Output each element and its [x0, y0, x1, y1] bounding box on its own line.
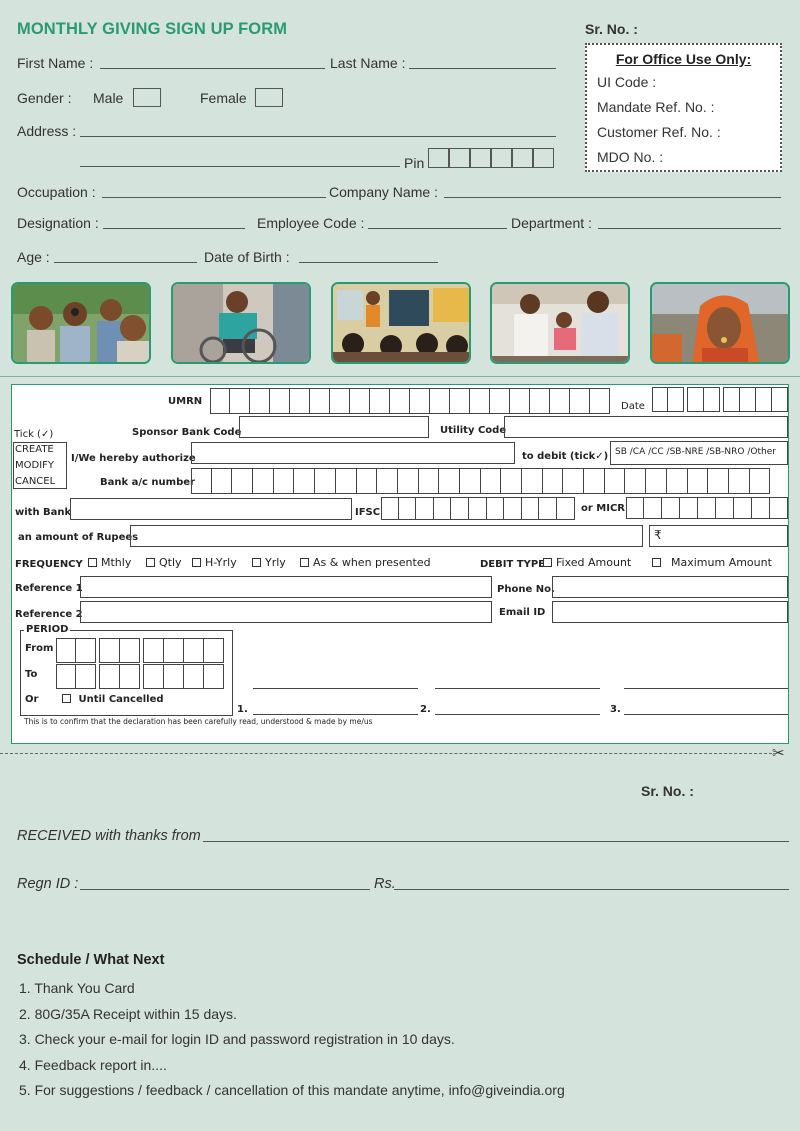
female-label: Female	[200, 90, 247, 106]
signature-3-number: 3.	[610, 704, 621, 715]
reference-2-field[interactable]	[80, 601, 492, 623]
debit-fixed-amount[interactable]: Fixed Amount	[543, 556, 631, 569]
cut-line	[0, 753, 772, 754]
period-label: PERIOD	[26, 624, 69, 635]
signature-line-1a[interactable]	[253, 688, 418, 689]
address-field-line-1[interactable]	[80, 136, 556, 137]
dob-label: Date of Birth :	[204, 249, 290, 265]
gender-label: Gender :	[17, 90, 72, 106]
sr-no-label: Sr. No. :	[585, 21, 638, 37]
occupation-label: Occupation :	[17, 184, 96, 200]
debit-type-label: DEBIT TYPE	[480, 559, 545, 570]
received-from-label: RECEIVED with thanks from	[17, 828, 201, 844]
customer-ref-label: Customer Ref. No. :	[597, 124, 721, 140]
last-name-field[interactable]	[409, 68, 556, 69]
sponsor-bank-code-label: Sponsor Bank Code	[132, 427, 242, 438]
office-use-box	[585, 43, 782, 172]
signature-1-number: 1.	[237, 704, 248, 715]
phone-label: Phone No.	[497, 584, 555, 595]
rs-label: Rs.	[374, 876, 396, 892]
occupation-field[interactable]	[102, 197, 326, 198]
freq-half-yearly[interactable]: H-Yrly	[192, 556, 237, 569]
first-name-label: First Name :	[17, 55, 94, 71]
with-bank-field[interactable]	[70, 498, 352, 520]
photo-doctor-child	[490, 282, 630, 364]
company-name-field[interactable]	[444, 197, 781, 198]
reference-1-field[interactable]	[80, 576, 492, 598]
modify-option[interactable]: MODIFY	[15, 460, 55, 471]
nach-mandate-form	[11, 384, 789, 744]
department-field[interactable]	[598, 228, 781, 229]
reference-2-label: Reference 2	[15, 609, 83, 620]
to-debit-label: to debit (tick✓)	[522, 451, 609, 462]
reference-1-label: Reference 1	[15, 583, 83, 594]
date-label: Date	[621, 401, 645, 412]
mandate-ref-label: Mandate Ref. No. :	[597, 99, 715, 115]
with-bank-label: with Bank	[15, 507, 72, 518]
photo-boy-wheelchair	[171, 282, 311, 364]
age-label: Age :	[17, 249, 50, 265]
create-option[interactable]: CREATE	[15, 444, 54, 455]
female-checkbox[interactable]	[255, 88, 283, 107]
scissors-icon: ✂	[772, 745, 785, 762]
amount-label: an amount of Rupees	[18, 532, 139, 543]
male-label: Male	[93, 90, 124, 106]
regn-id-label: Regn ID :	[17, 876, 79, 892]
until-cancelled-option[interactable]: Until Cancelled	[62, 694, 164, 705]
debit-maximum-amount[interactable]: Maximum Amount	[652, 556, 772, 569]
last-name-label: Last Name :	[330, 55, 406, 71]
to-date-boxes[interactable]	[56, 664, 224, 689]
rupee-symbol: ₹	[654, 528, 662, 542]
photo-children-group	[11, 282, 151, 364]
micr-label: or MICR	[581, 503, 625, 514]
dob-field[interactable]	[299, 262, 438, 263]
utility-code-label: Utility Code	[440, 425, 507, 436]
mdo-no-label: MDO No. :	[597, 149, 664, 165]
ifsc-boxes[interactable]	[381, 497, 575, 520]
receipt-sr-no-label: Sr. No. :	[641, 783, 694, 799]
or-label: Or	[25, 694, 39, 705]
umrn-boxes[interactable]	[210, 388, 610, 414]
amount-words-field[interactable]	[130, 525, 643, 547]
male-checkbox[interactable]	[133, 88, 161, 107]
signature-line-2a[interactable]	[435, 688, 600, 689]
email-field[interactable]	[552, 601, 788, 623]
from-label: From	[25, 643, 54, 654]
schedule-step-1: 1. Thank You Card	[19, 980, 135, 996]
signature-line-3b[interactable]	[624, 714, 788, 715]
company-name-label: Company Name :	[329, 184, 438, 200]
schedule-heading: Schedule / What Next	[17, 952, 165, 968]
umrn-label: UMRN	[168, 396, 203, 407]
declaration-text: This is to confirm that the declaration has been carefully read, understood & made by me/us	[24, 717, 373, 726]
email-label: Email ID	[499, 607, 546, 618]
phone-field[interactable]	[552, 576, 788, 598]
schedule-step-3: 3. Check your e-mail for login ID and password registration in 10 days.	[19, 1031, 455, 1047]
freq-quarterly[interactable]: Qtly	[146, 556, 182, 569]
regn-id-field[interactable]	[80, 889, 370, 890]
employee-code-field[interactable]	[368, 228, 507, 229]
office-use-heading: For Office Use Only:	[615, 51, 752, 67]
amount-figures-field[interactable]	[649, 525, 788, 547]
age-field[interactable]	[54, 262, 197, 263]
received-from-field[interactable]	[203, 841, 789, 842]
department-label: Department :	[511, 215, 592, 231]
section-divider	[0, 376, 800, 377]
bank-ac-boxes[interactable]	[191, 468, 770, 494]
ui-code-label: UI Code :	[597, 74, 657, 90]
signature-2-number: 2.	[420, 704, 431, 715]
cancel-option[interactable]: CANCEL	[15, 476, 56, 487]
freq-yearly[interactable]: Yrly	[252, 556, 286, 569]
freq-as-when-presented[interactable]: As & when presented	[300, 556, 431, 569]
schedule-step-5: 5. For suggestions / feedback / cancellation of this mandate anytime, info@giveindia.org	[19, 1082, 565, 1098]
date-boxes[interactable]	[652, 387, 788, 412]
signature-line-3a[interactable]	[624, 688, 788, 689]
pin-label: Pin	[404, 155, 425, 171]
account-type-options: SB /CA /CC /SB-NRE /SB-NRO /Other	[615, 447, 776, 457]
schedule-step-2: 2. 80G/35A Receipt within 15 days.	[19, 1006, 237, 1022]
sponsor-bank-code-field[interactable]	[239, 416, 429, 438]
designation-label: Designation :	[17, 215, 99, 231]
freq-monthly[interactable]: Mthly	[88, 556, 131, 569]
rs-field[interactable]	[394, 889, 789, 890]
first-name-field[interactable]	[100, 68, 325, 69]
to-label: To	[25, 669, 38, 680]
utility-code-field[interactable]	[504, 416, 788, 438]
designation-field[interactable]	[103, 228, 245, 229]
address-field-line-2[interactable]	[80, 166, 400, 167]
tick-label: Tick (✓)	[14, 429, 54, 440]
form-title: MONTHLY GIVING SIGN UP FORM	[17, 20, 288, 38]
micr-boxes[interactable]	[626, 497, 788, 519]
frequency-label: FREQUENCY	[15, 559, 83, 570]
signature-line-1b[interactable]	[253, 714, 418, 715]
employee-code-label: Employee Code :	[257, 215, 365, 231]
schedule-step-4: 4. Feedback report in....	[19, 1057, 167, 1073]
bank-ac-label: Bank a/c number	[100, 477, 195, 488]
address-label: Address :	[17, 123, 77, 139]
from-date-boxes[interactable]	[56, 638, 224, 663]
photo-classroom	[331, 282, 471, 364]
authorize-label: I/We hereby authorize	[71, 453, 196, 464]
photo-woman-sari	[650, 282, 790, 364]
signature-line-2b[interactable]	[435, 714, 600, 715]
authorize-name-field[interactable]	[191, 442, 515, 464]
ifsc-label: IFSC	[355, 507, 381, 518]
